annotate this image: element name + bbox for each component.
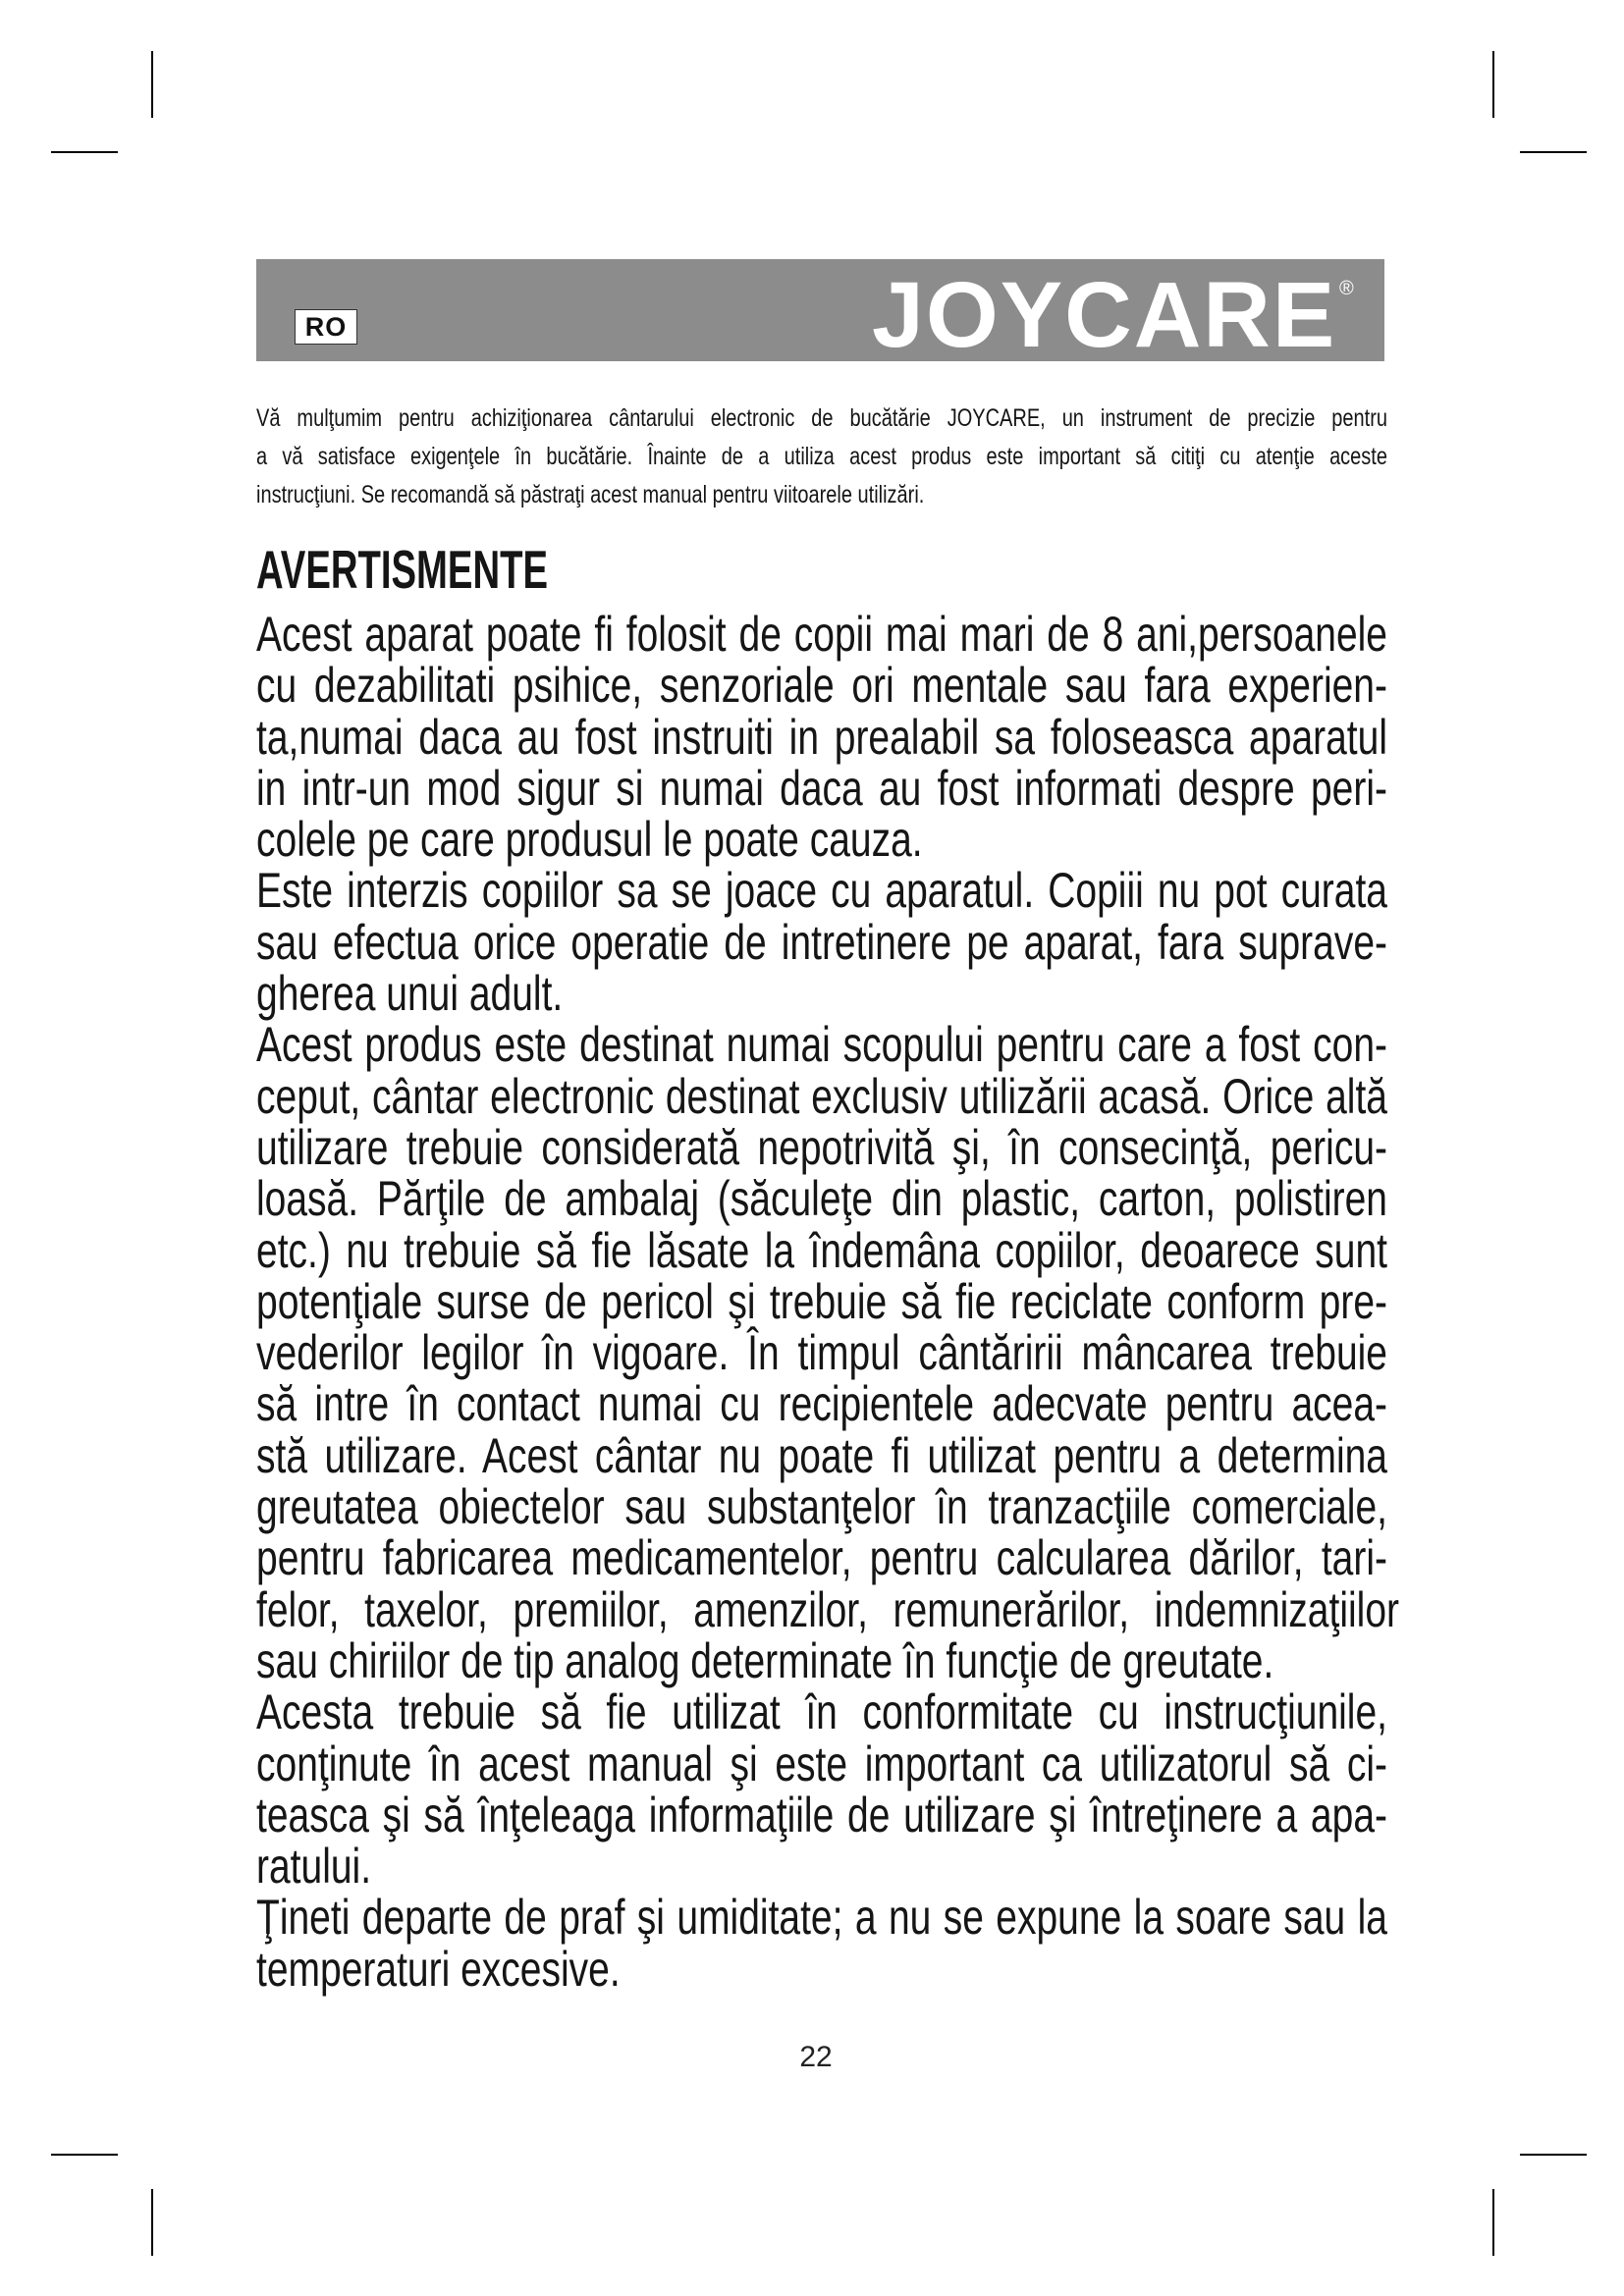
crop-mark-top-left-vertical: [151, 51, 153, 118]
warning-line: [256, 1789, 1387, 1841]
warning-line: [256, 1735, 1387, 1791]
warning-line-text: conţinute în acest manual şi este important ca utilizatorul să ci-: [256, 1735, 1387, 1791]
warning-line: [256, 1068, 1387, 1124]
warning-line: [256, 863, 1387, 919]
warning-line: [256, 1890, 1387, 1946]
warning-line-text: Ţineti departe de praf şi umiditate; a nu se expune la soare sau la: [256, 1890, 1387, 1946]
warning-line: [256, 1632, 1387, 1688]
crop-mark-top-right-horizontal: [1520, 151, 1587, 153]
warning-line: [256, 1530, 1387, 1586]
warning-line: [256, 1376, 1387, 1432]
warning-line-text: etc.) nu trebuie să fie lăsate la îndemâna copiilor, deoarece sunt: [256, 1222, 1387, 1278]
warning-line-text: pentru fabricarea medicamentelor, pentru calcularea dărilor, tari-: [256, 1530, 1387, 1586]
intro-line: [256, 400, 1387, 438]
warning-line-text: Acest aparat poate fi folosit de copii mai mari de 8 ani,persoanele: [256, 607, 1388, 662]
warning-line-text: greutatea obiectelor sau substanţelor în tranzacţiile comerciale,: [256, 1479, 1387, 1535]
brand-logo: JOYCARE: [872, 263, 1337, 367]
warning-line-text: gherea unui adult.: [256, 966, 564, 1022]
warning-line-text: să intre în contact numai cu recipientele adecvate pentru acea-: [256, 1376, 1387, 1432]
language-badge: RO: [295, 309, 357, 345]
warning-line: [256, 1839, 1387, 1895]
warning-line-text: cu dezabilitati psihice, senzoriale ori mentale sau fara experien-: [256, 658, 1387, 714]
warning-line: [256, 609, 1387, 660]
warning-line-text: teasca şi să înţeleaga informaţiile de utilizare şi întreţinere a apa-: [256, 1787, 1387, 1842]
registered-mark: ®: [1339, 278, 1354, 299]
warning-line-text: Acest produs este destinat numai scopului pentru care a fost con-: [256, 1017, 1387, 1073]
warning-line-text: sau chiriilor de tip analog determinate în funcţie de greutate.: [256, 1632, 1274, 1688]
intro-line: [256, 438, 1387, 476]
warning-line: [256, 1171, 1387, 1227]
warning-line-text: in intr-un mod sigur si numai daca au fost informati despre peri-: [256, 760, 1387, 816]
warning-line-text: Este interzis copiilor sa se joace cu aparatul. Copiii nu pot curata: [256, 863, 1387, 919]
warning-line: [256, 760, 1387, 816]
intro-line-text: Vă mulţumim pentru achiziţionarea cântarului electronic de bucătărie JOYCARE, un instrument de precizie pentru: [256, 404, 1387, 432]
warning-line: [256, 1684, 1387, 1740]
warning-line: [256, 914, 1387, 970]
intro-line-text: instrucţiuni. Se recomandă să păstraţi acest manual pentru viitoarele utilizări.: [256, 481, 925, 508]
intro-line-text: a vă satisface exigenţele în bucătărie. Înainte de a utiliza acest produs este important să citiţi cu atenţie aceste: [256, 443, 1387, 470]
warning-line: [256, 1017, 1387, 1073]
crop-mark-bottom-left-vertical: [151, 2189, 153, 2256]
crop-mark-top-left-horizontal: [51, 151, 118, 153]
warning-line-text: stă utilizare. Acest cântar nu poate fi utilizat pentru a determina: [256, 1427, 1387, 1483]
warning-line: [256, 1325, 1388, 1381]
warning-line: [256, 1222, 1387, 1278]
crop-mark-bottom-right-horizontal: [1520, 2154, 1587, 2156]
warning-line: [256, 966, 1387, 1022]
page-number: 22: [799, 2041, 833, 2073]
warning-line: [256, 1273, 1388, 1329]
warning-line-text: utilizare trebuie considerată nepotrivită şi, în consecinţă, pericu-: [256, 1119, 1387, 1175]
warning-line-text: colele pe care produsul le poate cauza.: [256, 812, 923, 868]
section-heading-text: AVERTISMENTE: [256, 539, 548, 600]
crop-mark-top-right-vertical: [1492, 51, 1494, 118]
warning-line-text: potenţiale surse de pericol şi trebuie să fie reciclate conform pre-: [256, 1273, 1388, 1329]
header-bar: [256, 259, 1384, 367]
warning-line-text: sau efectua orice operatie de intretinere pe aparat, fara suprave-: [256, 914, 1387, 970]
intro-line: [256, 476, 1387, 514]
warning-line: [256, 1427, 1387, 1483]
crop-mark-bottom-left-horizontal: [51, 2154, 118, 2156]
warning-line: [256, 1581, 1400, 1637]
warning-line-text: vederilor legilor în vigoare. În timpul cântăririi mâncarea trebuie: [256, 1325, 1388, 1381]
section-heading: [256, 539, 548, 600]
warning-line-text: felor, taxelor, premiilor, amenzilor, remunerărilor, indemnizaţiilor: [256, 1581, 1400, 1637]
warning-line-text: ratului.: [256, 1839, 372, 1895]
warning-line: [256, 812, 1387, 868]
crop-mark-bottom-right-vertical: [1492, 2189, 1494, 2256]
warnings-body: [256, 607, 1400, 1997]
warning-line: [256, 658, 1387, 714]
warning-line-text: temperaturi excesive.: [256, 1941, 621, 1997]
warning-line: [256, 1479, 1387, 1535]
warning-line-text: ta,numai daca au fost instruiti in prealabil sa foloseasca aparatul: [256, 709, 1387, 765]
warning-line-text: Acesta trebuie să fie utilizat în conformitate cu instrucţiunile,: [256, 1684, 1387, 1740]
warning-line: [256, 1941, 1387, 1997]
warning-line-text: loasă. Părţile de ambalaj (săculeţe din plastic, carton, polistiren: [256, 1171, 1387, 1227]
warning-line: [256, 1119, 1387, 1175]
warning-line: [256, 709, 1387, 765]
intro-paragraph: [256, 400, 1387, 514]
warning-line-text: ceput, cântar electronic destinat exclusiv utilizării acasă. Orice altă: [256, 1068, 1387, 1124]
